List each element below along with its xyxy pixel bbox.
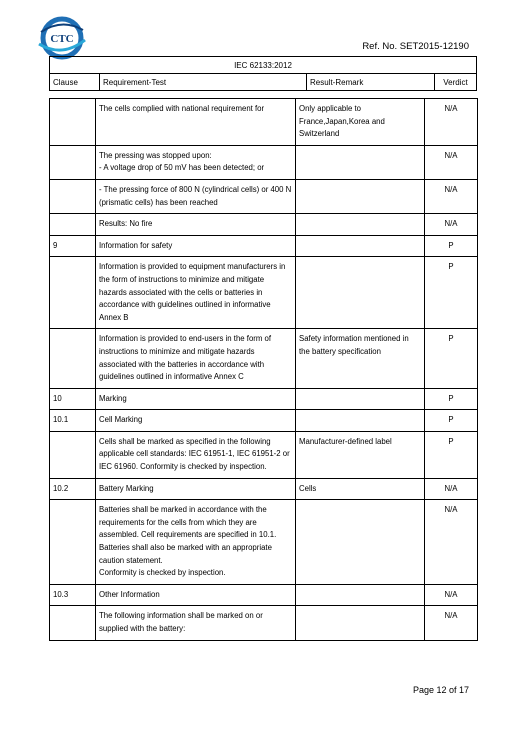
result-cell [296, 388, 425, 410]
requirement-text: Information is provided to equipment manufacturers in the form of instructions to minimize and mitigate hazards associated with the cells or batteries in accordance with guidelines outlined in informative Annex B [99, 262, 286, 322]
requirement-text: Marking [99, 393, 127, 403]
requirement-text: Cells shall be marked as specified in the following applicable cell standards: IEC 61951-1, IEC 61951-2 or IEC 61960. Conformity is checked by inspection. [99, 436, 290, 472]
logo-text: CTC [50, 33, 74, 45]
table-row [50, 145, 478, 179]
column-header-requirement: Requirement-Test [100, 74, 307, 91]
clause-cell [50, 145, 96, 179]
table-row [50, 584, 478, 606]
verdict-cell: N/A [425, 584, 478, 606]
result-text: Only applicable to France,Japan,Korea and Switzerland [299, 104, 385, 139]
requirement-text: Information is provided to end-users in the form of instructions to minimize and mitigate hazards associated with the batteries in accordance with guidelines outlined in informative Annex C [99, 334, 272, 382]
result-cell [296, 99, 425, 146]
verdict-cell: N/A [425, 478, 478, 500]
requirement-cell [96, 179, 296, 213]
clause-cell: 10 [50, 388, 96, 410]
clause-cell: 9 [50, 235, 96, 257]
result-text: Manufacturer-defined label [299, 436, 392, 446]
requirement-cell [96, 500, 296, 585]
requirement-cell [96, 388, 296, 410]
verdict-cell: N/A [425, 500, 478, 585]
requirement-cell [96, 606, 296, 640]
requirement-cell [96, 431, 296, 478]
requirement-text: Battery Marking [99, 483, 154, 493]
requirement-cell [96, 235, 296, 257]
report-reference: Ref. No. SET2015-12190 [362, 41, 469, 52]
verdict-cell: P [425, 257, 478, 329]
table-row [50, 431, 478, 478]
clause-cell [50, 606, 96, 640]
requirement-cell [96, 145, 296, 179]
result-cell [296, 329, 425, 388]
requirement-text: - The pressing force of 800 N (cylindrical cells) or 400 N (prismatic cells) has been reached [99, 184, 292, 207]
table-row [50, 410, 478, 432]
clause-cell [50, 179, 96, 213]
requirement-text: Batteries shall be marked in accordance with the requirements for the cells from which they are assembled. Cell requirements are specified in 10.1. Batteries shall also be marked with an appropriate caution statement. [99, 505, 277, 565]
requirement-text: The cells complied with national requirement for [99, 104, 265, 113]
result-cell [296, 410, 425, 432]
column-header-result: Result-Remark [307, 74, 435, 91]
requirement-cell [96, 584, 296, 606]
requirement-text: The pressing was stopped upon: [99, 150, 212, 160]
result-cell [296, 478, 425, 500]
table-row [50, 235, 478, 257]
verdict-cell: P [425, 388, 478, 410]
table-row [50, 478, 478, 500]
company-logo [33, 14, 91, 62]
clause-cell [50, 329, 96, 388]
verdict-cell: N/A [425, 606, 478, 640]
verdict-cell: N/A [425, 214, 478, 236]
clause-cell [50, 257, 96, 329]
result-cell [296, 214, 425, 236]
clause-cell [50, 99, 96, 146]
requirement-cell [96, 214, 296, 236]
table-row [50, 99, 478, 146]
verdict-cell: N/A [425, 179, 478, 213]
result-cell [296, 145, 425, 179]
verdict-cell: N/A [425, 145, 478, 179]
result-cell [296, 235, 425, 257]
column-header-verdict: Verdict [435, 74, 477, 91]
requirement-cell [96, 329, 296, 388]
standard-title: IEC 62133:2012 [50, 57, 477, 74]
result-text: Cells [299, 483, 317, 493]
clause-cell: 10.1 [50, 410, 96, 432]
table-row [50, 179, 478, 213]
table-row [50, 388, 478, 410]
standard-header-table [49, 56, 477, 91]
requirement-text: Conformity is checked by inspection. [99, 568, 226, 578]
requirement-text: Cell Marking [99, 415, 143, 425]
table-row [50, 257, 478, 329]
requirement-cell [96, 410, 296, 432]
requirement-cell [96, 478, 296, 500]
requirement-text: Information for safety [99, 240, 173, 250]
table-row [50, 606, 478, 640]
clause-cell: 10.2 [50, 478, 96, 500]
clause-cell [50, 431, 96, 478]
result-cell [296, 257, 425, 329]
verdict-cell: P [425, 235, 478, 257]
requirement-text: Other Information [99, 589, 160, 599]
result-cell [296, 179, 425, 213]
page-number: Page 12 of 17 [412, 685, 469, 695]
requirement-text: - A voltage drop of 50 mV has been detected; or [99, 163, 265, 173]
clause-cell [50, 500, 96, 585]
table-row [50, 329, 478, 388]
requirement-cell [96, 99, 296, 146]
verdict-cell: P [425, 431, 478, 478]
requirements-table [49, 98, 478, 641]
requirement-cell [96, 257, 296, 329]
result-cell [296, 431, 425, 478]
column-header-clause: Clause [50, 74, 100, 91]
table-row [50, 500, 478, 585]
clause-cell: 10.3 [50, 584, 96, 606]
requirement-text: The following information shall be marked on or supplied with the battery: [99, 611, 263, 633]
result-text: Safety information mentioned in the battery specification [299, 334, 409, 356]
result-cell [296, 584, 425, 606]
verdict-cell: N/A [425, 99, 478, 146]
result-cell [296, 500, 425, 585]
result-cell [296, 606, 425, 640]
table-row [50, 214, 478, 236]
clause-cell [50, 214, 96, 236]
requirement-text: Results: No fire [99, 219, 153, 229]
verdict-cell: P [425, 329, 478, 388]
verdict-cell: P [425, 410, 478, 432]
